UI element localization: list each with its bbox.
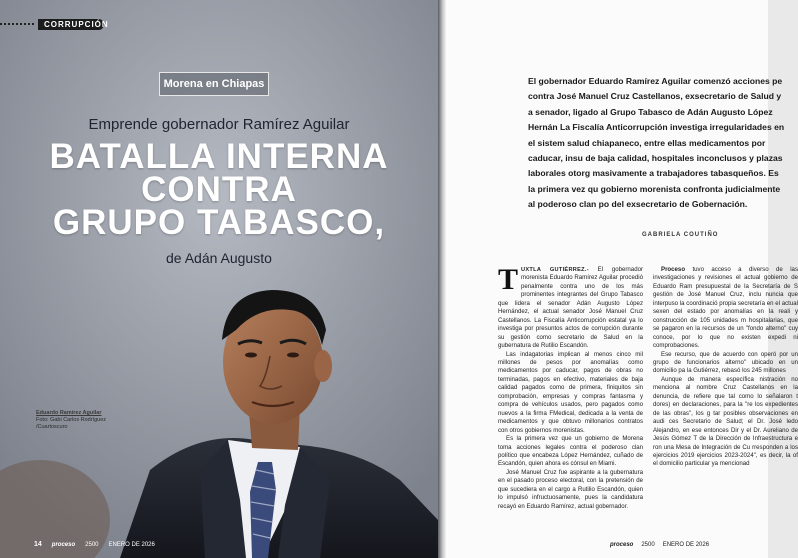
headline <box>0 137 438 242</box>
brand-logo-text: proceso <box>51 541 76 548</box>
dotted-rule <box>0 23 34 25</box>
issue-date: ENERO DE 2026 <box>108 541 155 548</box>
folio-left <box>34 541 155 548</box>
section-label: CORRUPCIÓN <box>38 19 104 30</box>
body-paragraph <box>653 266 798 351</box>
paragraph-text: tuvo acceso a diverso de las investigaciones y revisiones el actual gobierno de Eduardo Ram presupuestal de la Secretaría de S gestión de José Manuel Cruz, inclu nuncia que interpuso la coordinació propia secretaría en el actual sexen del estado por anomalías en la reali y construcción de 105 unidades m hospitalarias, que se pagaron en la recursos de un "fondo alterno" cuy conoce, por lo que no existen expedi ni comprobaciones. <box>653 266 798 350</box>
issue-date: ENERO DE 2026 <box>662 542 710 548</box>
body-paragraph: Es la primera vez que un gobierno de Morena toma acciones legales contra el poderoso clan político que encabeza López Hernández, cuñado de Escandón, quien ahora es cónsul en Miami. <box>498 435 643 468</box>
page-number: 14 <box>34 541 42 548</box>
kicker-box <box>159 72 269 96</box>
body-columns <box>498 263 798 511</box>
caption-credit-agency: /Cuartoscuro <box>36 424 68 430</box>
section-tab <box>0 18 109 30</box>
headline-line: CONTRA <box>141 170 297 209</box>
lead-paragraph: El gobernador Eduardo Ramírez Aguilar comenzó acciones pe contra José Manuel Cruz Castellanos, exsecretario de Salud y a senador, ligado al Grupo Tabasco de Adán Augusto López Hernán La Fiscalía Anticorrupción investiga irregularidades en el sistem salud chiapaneco, entre ellas medicamentos por caducar, insu de baja calidad, hospitales inconclusos y plazas laborales otorg masivamente a trabajadores tabasqueños. Es la primera vez qu gobierno morenista confronta judicialmente al poderoso clan po del exsecretario de Gobernación. <box>528 76 785 210</box>
body-paragraph: Las indagatorias implican al menos cinco mil millones de pesos por anomalías como medicamentos por caducar, pagos de obras no terminadas, pagos en efectivo, materiales de baja calidad pagados como de primera, finiquitos sin comprobación, empresas y compras fantasma y compra de vehículos usados, pero pagados como nuevos a la firma FMedical, dedicada a la venta de medicamentos y que obtuvo millonarios contratos con otros gobiernos morenistas. <box>498 350 643 434</box>
body-column-1 <box>498 263 643 511</box>
brand-logo-text: proceso <box>610 542 634 548</box>
folio-right <box>610 542 709 548</box>
headline-line: GRUPO TABASCO, <box>52 203 386 242</box>
caption-name: Eduardo Ramírez Aguilar <box>36 410 102 416</box>
spread-gutter <box>438 0 446 558</box>
pre-title: Emprende gobernador Ramírez Aguilar <box>88 116 350 133</box>
issue-number: 2500 <box>85 541 99 548</box>
body-column-2 <box>653 266 798 511</box>
dateline: UXTLA GUTIÉRREZ.- <box>521 267 589 273</box>
body-paragraph: José Manuel Cruz fue aspirante a la gubernatura en el pasado proceso electoral, con la pretensión de que sucediera en el cargo a Rutilio Escandón, quien lo impulsó infructuosamente, pues la candidatura recayó en Eduardo Ramírez, actual gobernador. <box>498 468 643 510</box>
body-paragraph: Ese recurso, que de acuerdo con operó por un grupo de funcionarios alterno" ubicado en un domicilio pa la Gutiérrez, rebasó los 245 millones <box>653 350 798 375</box>
byline: GABRIELA COUTIÑO <box>642 232 719 238</box>
caption-credit: Foto: Gabi Carlos Rodríguez <box>36 417 107 423</box>
kicker-text: Morena en Chiapas <box>163 78 265 90</box>
publication-name: Proceso <box>661 266 686 273</box>
drop-cap: T <box>498 263 519 296</box>
paragraph-text: El gobernador morenista Eduardo Ramírez Aguilar procedió penalmente contra uno de los más prominentes integrantes del Grupo Tabasco que lidera el senador Adán Augusto López Hernández, el actual senador José Manuel Cruz Castellanos. La Fiscalía Anticorrupción estatal ya lo investiga por presuntos actos de corrupción durante su gestión como secretario de Salud en la gubernatura de Rutilio Escandón. <box>498 266 643 350</box>
sub-title: de Adán Augusto <box>166 250 272 266</box>
body-paragraph <box>498 263 643 351</box>
right-page <box>446 0 798 558</box>
issue-number: 2500 <box>641 542 655 548</box>
photo-caption <box>36 410 106 431</box>
headline-line: BATALLA INTERNA <box>49 137 389 176</box>
body-paragraph: Aunque de manera específica nistración no menciona al nombre Cruz Castellanos en la denuncia, de refiere que tal como lo señalaron t dores) en declaraciones, para la "re los expedientes de las obras", los g tar posibles observaciones en audi ces Secretario de Salud; el Dr. José ledo Alejandro, en ese entonces Dir y el Dr. Aureliano de Jesús Gómez T de la Dirección de Infraestructura e ron una Mesa de Integración de Cu rresponden a los ejercicios 2019 ejercicios 2023-2024", es decir, la of el domicilio particular ya mencionad <box>653 375 798 468</box>
